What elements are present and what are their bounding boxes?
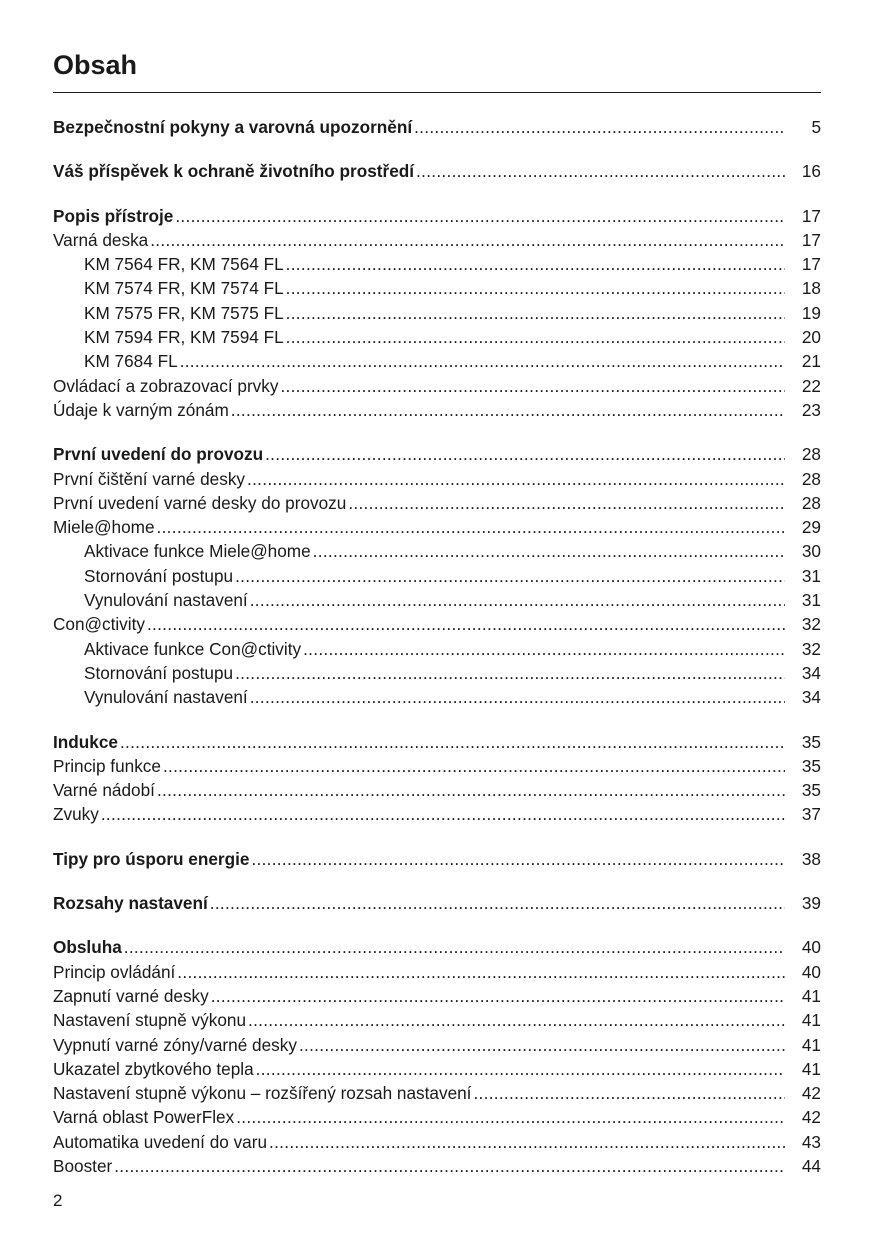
toc-entry-label: Booster bbox=[53, 1155, 113, 1176]
dot-leader bbox=[235, 661, 785, 685]
toc-entry-page: 42 bbox=[801, 1083, 821, 1104]
dot-leader bbox=[250, 685, 785, 709]
toc-entry-label: Con@ctivity bbox=[53, 614, 145, 635]
toc-entry-label: Aktivace funkce Miele@home bbox=[84, 541, 311, 562]
toc-heading-entry[interactable] bbox=[53, 442, 821, 466]
dot-leader bbox=[247, 467, 785, 491]
toc-entry[interactable] bbox=[53, 1154, 821, 1178]
toc-entry-label: Popis přístroje bbox=[53, 205, 174, 226]
toc-entry[interactable] bbox=[53, 374, 821, 398]
toc-entry-page: 37 bbox=[801, 804, 821, 825]
toc-section bbox=[53, 891, 821, 915]
toc-entry-page: 28 bbox=[801, 468, 821, 489]
toc-entry-page: 39 bbox=[801, 893, 821, 914]
toc-heading-entry[interactable] bbox=[53, 204, 821, 228]
toc-entry-label: KM 7684 FL bbox=[84, 351, 178, 372]
toc-heading-entry[interactable] bbox=[53, 115, 821, 139]
toc-entry-page: 41 bbox=[801, 1034, 821, 1055]
toc-entry-label: KM 7594 FR, KM 7594 FL bbox=[84, 327, 284, 348]
toc-entry-page: 18 bbox=[801, 278, 821, 299]
dot-leader bbox=[175, 204, 785, 228]
dot-leader bbox=[473, 1081, 785, 1105]
toc-entry[interactable] bbox=[53, 491, 821, 515]
toc-entry-label: Miele@home bbox=[53, 517, 155, 538]
dot-leader bbox=[414, 115, 785, 139]
toc-entry-page: 16 bbox=[801, 161, 821, 182]
dot-leader bbox=[101, 802, 785, 826]
toc-subentry[interactable] bbox=[53, 276, 821, 300]
dot-leader bbox=[235, 564, 785, 588]
toc-entry-label: Nastavení stupně výkonu bbox=[53, 1010, 246, 1031]
toc-entry-page: 30 bbox=[801, 541, 821, 562]
toc-entry-label: Zapnutí varné desky bbox=[53, 985, 209, 1006]
toc-section bbox=[53, 115, 821, 139]
toc-entry-page: 31 bbox=[801, 590, 821, 611]
toc-entry-page: 35 bbox=[801, 755, 821, 776]
dot-leader bbox=[150, 228, 785, 252]
toc-entry-label: Ukazatel zbytkového tepla bbox=[53, 1058, 254, 1079]
toc-entry-label: Varné nádobí bbox=[53, 780, 155, 801]
toc-entry[interactable] bbox=[53, 802, 821, 826]
dot-leader bbox=[265, 442, 785, 466]
toc-entry-page: 31 bbox=[801, 565, 821, 586]
dot-leader bbox=[348, 491, 785, 515]
title-divider bbox=[53, 92, 821, 93]
toc-entry[interactable] bbox=[53, 398, 821, 422]
toc-entry-page: 20 bbox=[801, 327, 821, 348]
toc-entry-label: Bezpečnostní pokyny a varovná upozornění bbox=[53, 117, 413, 137]
dot-leader bbox=[163, 754, 785, 778]
toc-entry-page: 28 bbox=[801, 492, 821, 513]
dot-leader bbox=[248, 1008, 785, 1032]
toc-entry-page: 23 bbox=[801, 399, 821, 420]
toc-entry-label: KM 7564 FR, KM 7564 FL bbox=[84, 254, 284, 275]
toc-entry[interactable] bbox=[53, 515, 821, 539]
toc-entry-label: Varná deska bbox=[53, 229, 149, 250]
toc-entry-page: 44 bbox=[801, 1155, 821, 1176]
toc-entry-page: 21 bbox=[801, 351, 821, 372]
toc-entry-label: První uvedení varné desky do provozu bbox=[53, 492, 347, 513]
toc-entry[interactable] bbox=[53, 754, 821, 778]
toc-entry-label: Údaje k varným zónám bbox=[53, 399, 229, 420]
dot-leader bbox=[231, 398, 785, 422]
toc-subentry[interactable] bbox=[53, 564, 821, 588]
toc-entry[interactable] bbox=[53, 228, 821, 252]
toc-entry-label: Varná oblast PowerFlex bbox=[53, 1107, 235, 1128]
dot-leader bbox=[286, 252, 785, 276]
toc-entry-label: Rozsahy nastavení bbox=[53, 893, 208, 914]
toc-entry-label: Vynulování nastavení bbox=[84, 590, 248, 611]
toc-entry-page: 41 bbox=[801, 1058, 821, 1079]
dot-leader bbox=[124, 935, 785, 959]
toc-entry[interactable] bbox=[53, 1130, 821, 1154]
toc-entry[interactable] bbox=[53, 960, 821, 984]
toc-entry-page: 35 bbox=[801, 731, 821, 752]
toc-entry-label: Tipy pro úsporu energie bbox=[53, 848, 250, 869]
toc-subentry[interactable] bbox=[53, 349, 821, 373]
dot-leader bbox=[286, 325, 785, 349]
toc-entry-label: První uvedení do provozu bbox=[53, 444, 264, 465]
dot-leader bbox=[120, 730, 785, 754]
toc-entry-page: 28 bbox=[801, 444, 821, 465]
toc-section bbox=[53, 935, 821, 1178]
toc-entry-page: 41 bbox=[801, 1010, 821, 1031]
toc-heading-entry[interactable] bbox=[53, 847, 821, 871]
toc-entry-page: 5 bbox=[811, 117, 821, 137]
toc-entry-page: 42 bbox=[801, 1107, 821, 1128]
toc-entry-label: Stornování postupu bbox=[84, 662, 234, 683]
toc-entry[interactable] bbox=[53, 1081, 821, 1105]
dot-leader bbox=[114, 1154, 785, 1178]
toc-entry[interactable] bbox=[53, 467, 821, 491]
toc-entry-label: Aktivace funkce Con@ctivity bbox=[84, 638, 302, 659]
toc-entry[interactable] bbox=[53, 984, 821, 1008]
toc-entry-label: Váš příspěvek k ochraně životního prostředí bbox=[53, 161, 415, 182]
toc-entry-label: První čištění varné desky bbox=[53, 468, 246, 489]
dot-leader bbox=[303, 637, 785, 661]
toc-entry-page: 35 bbox=[801, 780, 821, 801]
toc-subentry[interactable] bbox=[53, 637, 821, 661]
toc-entry[interactable] bbox=[53, 778, 821, 802]
dot-leader bbox=[256, 1057, 785, 1081]
toc-section bbox=[53, 159, 821, 183]
toc-subentry[interactable] bbox=[53, 252, 821, 276]
toc-entry-page: 40 bbox=[801, 961, 821, 982]
toc-entry[interactable] bbox=[53, 612, 821, 636]
toc-entry-label: Nastavení stupně výkonu – rozšířený rozsah nastavení bbox=[53, 1083, 472, 1104]
dot-leader bbox=[236, 1105, 785, 1129]
dot-leader bbox=[180, 349, 785, 373]
dot-leader bbox=[269, 1130, 785, 1154]
toc-entry-label: Automatika uvedení do varu bbox=[53, 1131, 268, 1152]
toc-entry-page: 34 bbox=[801, 687, 821, 708]
toc-entry-label: KM 7575 FR, KM 7575 FL bbox=[84, 302, 284, 323]
toc-entry[interactable] bbox=[53, 1057, 821, 1081]
toc-entry-label: Obsluha bbox=[53, 937, 122, 958]
dot-leader bbox=[157, 515, 785, 539]
toc-entry-page: 34 bbox=[801, 662, 821, 683]
page-number: 2 bbox=[53, 1191, 63, 1210]
table-of-contents bbox=[53, 115, 821, 1178]
toc-entry[interactable] bbox=[53, 1105, 821, 1129]
dot-leader bbox=[210, 891, 785, 915]
toc-entry-label: Vynulování nastavení bbox=[84, 687, 248, 708]
toc-entry-page: 19 bbox=[801, 302, 821, 323]
toc-entry-page: 17 bbox=[801, 254, 821, 275]
dot-leader bbox=[313, 539, 785, 563]
toc-subentry[interactable] bbox=[53, 661, 821, 685]
toc-entry-page: 29 bbox=[801, 517, 821, 538]
toc-entry-label: Ovládací a zobrazovací prvky bbox=[53, 375, 279, 396]
toc-subentry[interactable] bbox=[53, 685, 821, 709]
dot-leader bbox=[286, 276, 785, 300]
dot-leader bbox=[280, 374, 785, 398]
dot-leader bbox=[251, 847, 785, 871]
dot-leader bbox=[250, 588, 785, 612]
dot-leader bbox=[211, 984, 785, 1008]
toc-entry[interactable] bbox=[53, 1033, 821, 1057]
toc-section bbox=[53, 847, 821, 871]
toc-entry-page: 32 bbox=[801, 614, 821, 635]
toc-entry-page: 32 bbox=[801, 638, 821, 659]
page-title: Obsah bbox=[53, 50, 138, 80]
toc-section bbox=[53, 730, 821, 827]
dot-leader bbox=[416, 159, 785, 183]
toc-entry-label: Princip ovládání bbox=[53, 961, 176, 982]
toc-entry-label: KM 7574 FR, KM 7574 FL bbox=[84, 278, 284, 299]
toc-entry-page: 17 bbox=[801, 229, 821, 250]
toc-entry-page: 40 bbox=[801, 937, 821, 958]
toc-subentry[interactable] bbox=[53, 301, 821, 325]
toc-subentry[interactable] bbox=[53, 325, 821, 349]
dot-leader bbox=[177, 960, 785, 984]
toc-entry-page: 38 bbox=[801, 848, 821, 869]
toc-subentry[interactable] bbox=[53, 539, 821, 563]
toc-entry-label: Zvuky bbox=[53, 804, 99, 825]
toc-entry-page: 43 bbox=[801, 1131, 821, 1152]
toc-entry-page: 41 bbox=[801, 985, 821, 1006]
dot-leader bbox=[286, 301, 785, 325]
toc-heading-entry[interactable] bbox=[53, 159, 821, 183]
toc-entry-label: Vypnutí varné zóny/varné desky bbox=[53, 1034, 297, 1055]
toc-entry-page: 22 bbox=[801, 375, 821, 396]
toc-heading-entry[interactable] bbox=[53, 891, 821, 915]
toc-heading-entry[interactable] bbox=[53, 935, 821, 959]
dot-leader bbox=[147, 612, 785, 636]
toc-section bbox=[53, 204, 821, 423]
toc-heading-entry[interactable] bbox=[53, 730, 821, 754]
toc-entry-label: Indukce bbox=[53, 731, 118, 752]
toc-entry[interactable] bbox=[53, 1008, 821, 1032]
toc-entry-label: Princip funkce bbox=[53, 755, 161, 776]
toc-entry-page: 17 bbox=[801, 205, 821, 226]
dot-leader bbox=[299, 1033, 785, 1057]
dot-leader bbox=[157, 778, 785, 802]
toc-entry-label: Stornování postupu bbox=[84, 565, 234, 586]
toc-section bbox=[53, 442, 821, 709]
toc-subentry[interactable] bbox=[53, 588, 821, 612]
